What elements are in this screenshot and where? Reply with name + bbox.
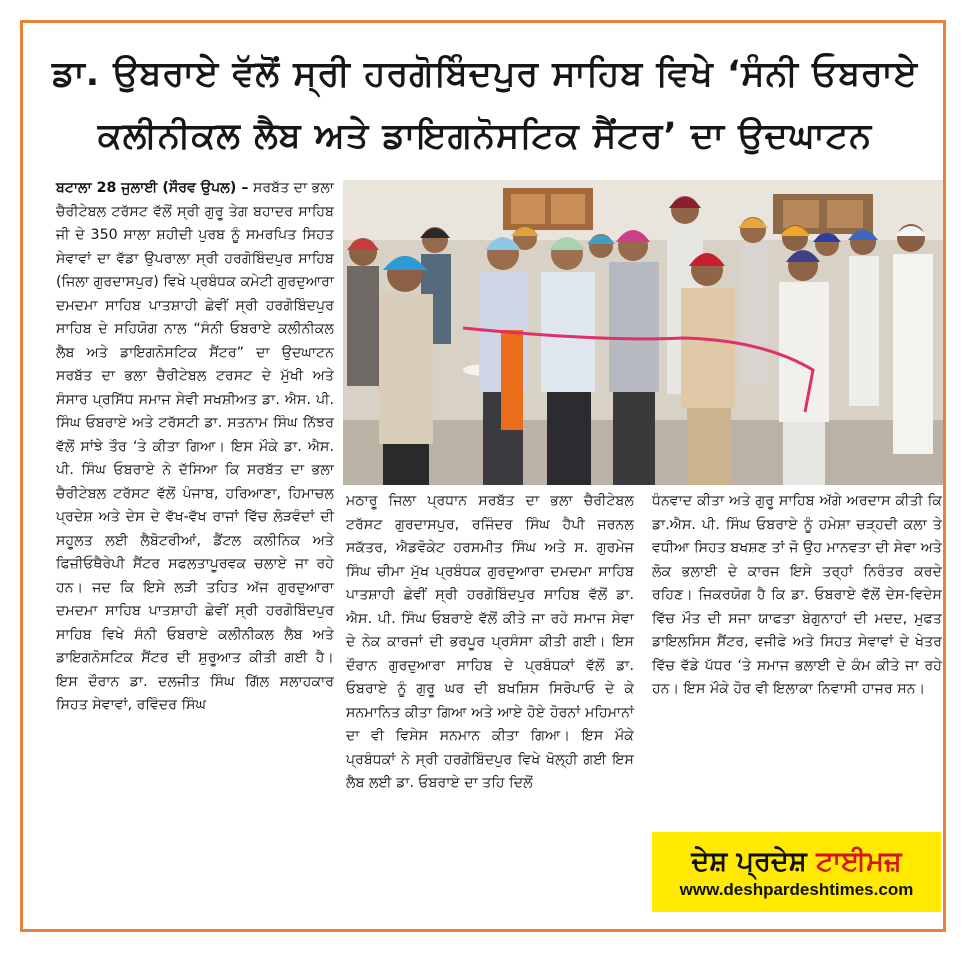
article-column-3 [652, 490, 942, 702]
article-text-3: ਧੰਨਵਾਦ ਕੀਤਾ ਅਤੇ ਗੁਰੂ ਸਾਹਿਬ ਅੱਗੇ ਅਰਦਾਸ ਕੀਤੀ ਕਿ ਡਾ.ਐਸ. ਪੀ. ਸਿੰਘ ਓਬਰਾਏ ਨੂੰ ਹਮੇਸ਼ਾ ਚੜ੍ਹਦੀ ਕਲਾ ਤੇ ਵਧੀਆ ਸਿਹਤ ਬਖਸ਼ਣ ਤਾਂ ਜੋ ਉਹ ਮਾਨਵਤਾ ਦੀ ਸੇਵਾ ਅਤੇ ਲੋਕ ਭਲਾਈ ਦੇ ਕਾਰਜ ਇਸੇ ਤਰ੍ਹਾਂ ਨਿਰੰਤਰ ਕਰਦੇ ਰਹਿਣ। ਜਿਕਰਯੋਗ ਹੈ ਕਿ ਡਾ. ਓਬਰਾਏ ਵੱਲੋਂ ਦੇਸ-ਵਿਦੇਸ ਵਿੱਚ ਮੌਤ ਦੀ ਸਜਾ ਯਾਫਤਾ ਬੇਗੁਨਾਹਾਂ ਦੀ ਮਦਦ, ਮੁਫਤ ਡਾਇਲਸਿਸ ਸੈਂਟਰ, ਵਜੀਫੇ ਅਤੇ ਸਿਹਤ ਸੇਵਾਵਾਂ ਦੇ ਖੇਤਰ ਵਿੱਚ ਵੱਡੇ ਪੱਧਰ ‘ਤੇ ਸਮਾਜ ਭਲਾਈ ਦੇ ਕੰਮ ਕੀਤੇ ਜਾ ਰਹੇ ਹਨ। ਇਸ ਮੌਕੇ ਹੋਰ ਵੀ ਇਲਾਕਾ ਨਿਵਾਸੀ ਹਾਜਰ ਸਨ। [652, 493, 942, 697]
publication-logo [652, 832, 941, 912]
headline [30, 40, 940, 170]
publication-name [691, 844, 901, 880]
article-text-1: ਸਰਬੱਤ ਦਾ ਭਲਾ ਚੈਰੀਟੇਬਲ ਟਰੱਸਟ ਵੱਲੋਂ ਸ੍ਰੀ ਗੁਰੂ ਤੇਗ ਬਹਾਦਰ ਸਾਹਿਬ ਜੀ ਦੇ 350 ਸਾਲਾ ਸ਼ਹੀਦੀ ਪੁਰਬ ਨੂੰ ਸਮਰਪਿਤ ਸਿਹਤ ਸੇਵਾਵਾਂ ਦਾ ਵੱਡਾ ਉਪਰਾਲਾ ਸ੍ਰੀ ਹਰਗੋਬਿੰਦਪੁਰ ਸਾਹਿਬ (ਜਿਲਾ ਗੁਰਦਾਸਪੁਰ) ਵਿਖੇ ਪ੍ਰਬੰਧਕ ਕਮੇਟੀ ਗੁਰਦੁਆਰਾ ਦਮਦਮਾ ਸਾਹਿਬ ਪਾਤਸ਼ਾਹੀ ਛੇਵੀਂ ਸ੍ਰੀ ਹਰਗੋਬਿੰਦਪੁਰ ਸਾਹਿਬ ਦੇ ਸਹਿਯੋਗ ਨਾਲ “ਸੰਨੀ ਓਬਰਾਏ ਕਲੀਨੀਕਲ ਲੈਬ ਅਤੇ ਡਾਇਗਨੋਸਟਿਕ ਸੈਂਟਰ” ਦਾ ਉਦਘਾਟਨ ਸਰਬੱਤ ਦਾ ਭਲਾ ਚੈਰੀਟੇਬਲ ਟਰਸਟ ਦੇ ਮੁੱਖੀ ਅਤੇ ਸੰਸਾਰ ਪ੍ਰਸਿੱਧ ਸਮਾਜ ਸੇਵੀ ਸਖਸ਼ੀਅਤ ਡਾ. ਐਸ. ਪੀ. ਸਿੰਘ ਓਬਰਾਏ ਅਤੇ ਟਰੱਸਟੀ ਡਾ. ਸਤਨਾਮ ਸਿੰਘ ਨਿੱਝਰ ਵੱਲੋਂ ਸਾਂਝੇ ਤੌਰ ‘ਤੇ ਕੀਤਾ ਗਿਆ। ਇਸ ਮੌਕੇ ਡਾ. ਐਸ. ਪੀ. ਸਿੰਘ ਓਬਰਾਏ ਨੇ ਦੱਸਿਆ ਕਿ ਸਰਬੱਤ ਦਾ ਭਲਾ ਚੈਰੀਟੇਬਲ ਟਰੱਸਟ ਵੱਲੋਂ ਪੰਜਾਬ, ਹਰਿਆਣਾ, ਹਿਮਾਚਲ ਪ੍ਰਦੇਸ਼ ਅਤੇ ਦੇਸ ਦੇ ਵੱਖ-ਵੱਖ ਰਾਜਾਂ ਵਿੱਚ ਲੋੜਵੰਦਾਂ ਦੀ ਸਹੂਲਤ ਲਈ ਲੈਬੋਟਰੀਆਂ, ਡੈਂਟਲ ਕਲੀਨਿਕ ਅਤੇ ਫਿਜ਼ੀਓਥੈਰੇਪੀ ਸੈਂਟਰ ਸਫਲਤਾਪੂਰਵਕ ਚਲਾਏ ਜਾ ਰਹੇ ਹਨ। ਜਦ ਕਿ ਇਸੇ ਲੜੀ ਤਹਿਤ ਅੱਜ ਗੁਰਦੁਆਰਾ ਦਮਦਮਾ ਸਾਹਿਬ ਪਾਤਸ਼ਾਹੀ ਛੇਵੀਂ ਸ੍ਰੀ ਹਰਗੋਬਿੰਦਪੁਰ ਸਾਹਿਬ ਵਿਖੇ ਸੰਨੀ ਓਬਰਾਏ ਕਲੀਨੀਕਲ ਲੈਬ ਅਤੇ ਡਾਇਗਨੋਸਟਿਕ ਸੈਂਟਰ ਦੀ ਸ਼ੁਰੂਆਤ ਕੀਤੀ ਗਈ ਹੈ। ਇਸ ਦੌਰਾਨ ਡਾ. ਦਲਜੀਤ ਸਿੰਘ ਗਿੱਲ ਸਲਾਹਕਾਰ ਸਿਹਤ ਸੇਵਾਵਾਂ, ਰਵਿੰਦਰ ਸਿੰਘ [56, 180, 334, 713]
dateline: ਬਟਾਲਾ 28 ਜੁਲਾਈ (ਸੌਰਵ ਉਪਲ) – [56, 180, 249, 196]
headline-line-1: ਡਾ. ਉਬਰਾਏ ਵੱਲੋਂ ਸ੍ਰੀ ਹਰਗੋਬਿੰਦਪੁਰ ਸਾਹਿਬ ਵਿਖੇ ‘ਸੰਨੀ ਓਬਰਾਏ [51, 54, 919, 94]
article-column-2 [346, 490, 634, 796]
publication-url: www.deshpardeshtimes.com [679, 880, 914, 899]
publication-name-part-1: ਦੇਸ਼ ਪ੍ਰਦੇਸ਼ [691, 846, 807, 877]
article-paragraph-1 [56, 177, 334, 718]
article-column-1 [56, 177, 334, 718]
headline-line-2: ਕਲੀਨੀਕਲ ਲੈਬ ਅਤੇ ਡਾਇਗਨੋਸਟਿਕ ਸੈਂਟਰ’ ਦਾ ਉਦਘਾਟਨ [97, 116, 873, 156]
publication-name-part-2: ਟਾਈਮਜ਼ [816, 846, 902, 877]
article-text-2: ਮਠਾਰੂ ਜਿਲਾ ਪ੍ਰਧਾਨ ਸਰਬੱਤ ਦਾ ਭਲਾ ਚੈਰੀਟੇਬਲ ਟਰੱਸਟ ਗੁਰਦਾਸਪੁਰ, ਰਜਿੰਦਰ ਸਿੰਘ ਹੈਪੀ ਜਰਨਲ ਸਕੱਤਰ, ਐਡਵੋਕੇਟ ਹਰਸਮੀਤ ਸਿੰਘ ਅਤੇ ਸ. ਗੁਰਮੇਜ ਸਿੰਘ ਚੀਮਾ ਮੁੱਖ ਪ੍ਰਬੰਧਕ ਗੁਰਦੁਆਰਾ ਦਮਦਮਾ ਸਾਹਿਬ ਪਾਤਸ਼ਾਹੀ ਛੇਵੀਂ ਸ੍ਰੀ ਹਰਗੋਬਿੰਦਪੁਰ ਸਾਹਿਬ ਵੱਲੋਂ ਡਾ. ਐਸ. ਪੀ. ਸਿੰਘ ਓਬਰਾਏ ਵੱਲੋਂ ਕੀਤੇ ਜਾ ਰਹੇ ਸਮਾਜ ਸੇਵਾ ਦੇ ਨੇਕ ਕਾਰਜਾਂ ਦੀ ਭਰਪੂਰ ਪ੍ਰਸੰਸਾ ਕੀਤੀ ਗਈ। ਇਸ ਦੌਰਾਨ ਗੁਰਦੁਆਰਾ ਸਾਹਿਬ ਦੇ ਪ੍ਰਬੰਧਕਾਂ ਵੱਲੋਂ ਡਾ. ਓਬਰਾਏ ਨੂੰ ਗੁਰੂ ਘਰ ਦੀ ਬਖਸ਼ਿਸ ਸਿਰੋਪਾਓ ਦੇ ਕੇ ਸਨਮਾਨਿਤ ਕੀਤਾ ਗਿਆ ਅਤੇ ਆਏ ਹੋਏ ਹੋਰਨਾਂ ਮਹਿਮਾਨਾਂ ਦਾ ਵੀ ਵਿਸੇਸ ਸਨਮਾਨ ਕੀਤਾ ਗਿਆ। ਇਸ ਮੌਕੇ ਪ੍ਰਬੰਧਕਾਂ ਨੇ ਸ੍ਰੀ ਹਰਗੋਬਿੰਦਪੁਰ ਵਿਖੇ ਖੋਲ੍ਹੀ ਗਈ ਇਸ ਲੈਬ ਲਈ ਡਾ. ਓਬਰਾਏ ਦਾ ਤਹਿ ਦਿਲੋਂ [346, 493, 634, 791]
inauguration-photo [343, 180, 943, 485]
